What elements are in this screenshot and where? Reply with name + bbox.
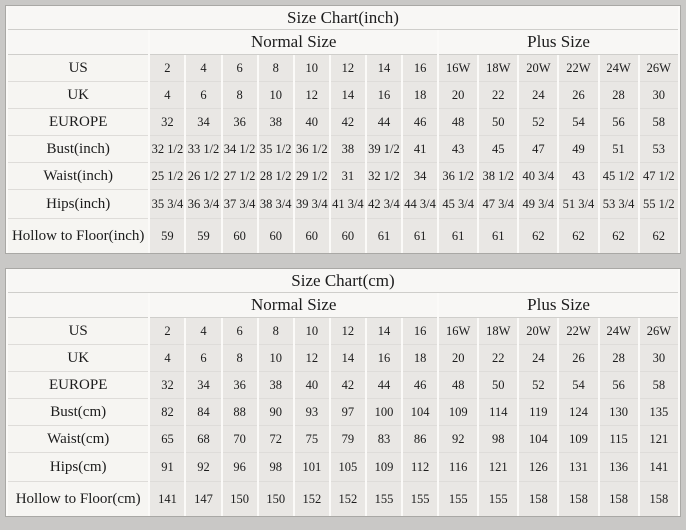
size-value-cell: 40 3/4 (519, 163, 557, 190)
size-value-cell: 51 3/4 (559, 190, 597, 219)
size-value-cell: 42 3/4 (367, 190, 401, 219)
size-value-cell: 121 (640, 426, 678, 453)
row-label: US (8, 55, 148, 82)
size-value-cell: 93 (295, 399, 329, 426)
size-value-cell: 36 (223, 109, 257, 136)
size-value-cell: 12 (331, 55, 365, 82)
size-value-cell: 115 (600, 426, 638, 453)
size-value-cell: 158 (519, 482, 557, 516)
size-value-cell: 6 (186, 82, 220, 109)
size-value-cell: 105 (331, 453, 365, 482)
size-value-cell: 112 (403, 453, 437, 482)
size-value-cell: 32 1/2 (150, 136, 184, 163)
size-value-cell: 43 (559, 163, 597, 190)
size-value-cell: 30 (640, 345, 678, 372)
size-value-cell: 2 (150, 55, 184, 82)
plus-size-header: Plus Size (439, 30, 678, 55)
size-value-cell: 24W (600, 55, 638, 82)
size-group-header-row (8, 30, 678, 55)
table-row (8, 82, 678, 109)
size-value-cell: 52 (519, 109, 557, 136)
size-value-cell: 109 (559, 426, 597, 453)
size-value-cell: 16W (439, 55, 477, 82)
size-value-cell: 58 (640, 109, 678, 136)
size-value-cell: 32 1/2 (367, 163, 401, 190)
size-value-cell: 59 (150, 219, 184, 253)
plus-size-header: Plus Size (439, 293, 678, 318)
size-value-cell: 30 (640, 82, 678, 109)
size-value-cell: 65 (150, 426, 184, 453)
row-label: Hollow to Floor(inch) (8, 219, 148, 253)
size-value-cell: 16 (367, 82, 401, 109)
size-value-cell: 16 (403, 318, 437, 345)
size-value-cell: 26W (640, 55, 678, 82)
size-value-cell: 35 1/2 (259, 136, 293, 163)
row-label: UK (8, 345, 148, 372)
size-value-cell: 109 (367, 453, 401, 482)
size-value-cell: 60 (295, 219, 329, 253)
size-value-cell: 14 (331, 345, 365, 372)
size-value-cell: 48 (439, 372, 477, 399)
size-value-cell: 155 (479, 482, 517, 516)
size-value-cell: 44 3/4 (403, 190, 437, 219)
size-value-cell: 49 3/4 (519, 190, 557, 219)
size-value-cell: 101 (295, 453, 329, 482)
size-value-cell: 51 (600, 136, 638, 163)
size-value-cell: 6 (186, 345, 220, 372)
normal-size-header: Normal Size (150, 293, 437, 318)
size-value-cell: 31 (331, 163, 365, 190)
size-value-cell: 62 (600, 219, 638, 253)
size-value-cell: 40 (295, 372, 329, 399)
size-value-cell: 22 (479, 82, 517, 109)
size-value-cell: 40 (295, 109, 329, 136)
size-group-header-row (8, 293, 678, 318)
size-chart-inch-table (5, 5, 681, 254)
size-value-cell: 28 (600, 345, 638, 372)
table-row (8, 399, 678, 426)
size-value-cell: 158 (640, 482, 678, 516)
size-value-cell: 14 (367, 318, 401, 345)
row-label: EUROPE (8, 109, 148, 136)
size-value-cell: 36 1/2 (439, 163, 477, 190)
size-value-cell: 83 (367, 426, 401, 453)
size-value-cell: 36 (223, 372, 257, 399)
size-value-cell: 8 (259, 55, 293, 82)
size-value-cell: 50 (479, 372, 517, 399)
size-value-cell: 109 (439, 399, 477, 426)
size-value-cell: 48 (439, 109, 477, 136)
size-value-cell: 33 1/2 (186, 136, 220, 163)
row-label: Waist(cm) (8, 426, 148, 453)
size-value-cell: 44 (367, 109, 401, 136)
size-value-cell: 54 (559, 109, 597, 136)
table-row (8, 55, 678, 82)
size-value-cell: 27 1/2 (223, 163, 257, 190)
table-title-row (8, 6, 678, 30)
size-value-cell: 46 (403, 109, 437, 136)
size-value-cell: 36 3/4 (186, 190, 220, 219)
size-value-cell: 38 (331, 136, 365, 163)
size-value-cell: 61 (479, 219, 517, 253)
table-row (8, 453, 678, 482)
corner-cell (8, 293, 148, 318)
size-value-cell: 84 (186, 399, 220, 426)
size-value-cell: 98 (259, 453, 293, 482)
size-value-cell: 88 (223, 399, 257, 426)
size-value-cell: 12 (295, 82, 329, 109)
size-value-cell: 41 (403, 136, 437, 163)
size-value-cell: 4 (150, 82, 184, 109)
size-value-cell: 119 (519, 399, 557, 426)
size-value-cell: 26 (559, 82, 597, 109)
size-value-cell: 49 (559, 136, 597, 163)
size-value-cell: 22W (559, 55, 597, 82)
size-value-cell: 47 (519, 136, 557, 163)
size-value-cell: 20 (439, 345, 477, 372)
size-value-cell: 104 (519, 426, 557, 453)
size-value-cell: 135 (640, 399, 678, 426)
size-value-cell: 34 (186, 372, 220, 399)
size-value-cell: 26 (559, 345, 597, 372)
size-value-cell: 155 (439, 482, 477, 516)
size-value-cell: 56 (600, 109, 638, 136)
row-label: US (8, 318, 148, 345)
size-value-cell: 60 (259, 219, 293, 253)
size-value-cell: 52 (519, 372, 557, 399)
size-value-cell: 90 (259, 399, 293, 426)
size-value-cell: 152 (295, 482, 329, 516)
size-value-cell: 44 (367, 372, 401, 399)
size-value-cell: 62 (519, 219, 557, 253)
size-value-cell: 91 (150, 453, 184, 482)
size-value-cell: 16W (439, 318, 477, 345)
size-value-cell: 53 (640, 136, 678, 163)
size-value-cell: 22 (479, 345, 517, 372)
size-value-cell: 116 (439, 453, 477, 482)
size-value-cell: 147 (186, 482, 220, 516)
row-label: Hips(inch) (8, 190, 148, 219)
size-value-cell: 136 (600, 453, 638, 482)
size-chart-cm-table (5, 268, 681, 517)
size-value-cell: 53 3/4 (600, 190, 638, 219)
size-value-cell: 2 (150, 318, 184, 345)
size-value-cell: 114 (479, 399, 517, 426)
size-value-cell: 155 (403, 482, 437, 516)
size-value-cell: 97 (331, 399, 365, 426)
size-value-cell: 20W (519, 55, 557, 82)
size-value-cell: 60 (223, 219, 257, 253)
size-value-cell: 36 1/2 (295, 136, 329, 163)
size-value-cell: 47 3/4 (479, 190, 517, 219)
size-value-cell: 28 (600, 82, 638, 109)
size-value-cell: 96 (223, 453, 257, 482)
size-value-cell: 6 (223, 318, 257, 345)
table-row (8, 163, 678, 190)
size-value-cell: 141 (150, 482, 184, 516)
size-value-cell: 150 (223, 482, 257, 516)
size-value-cell: 50 (479, 109, 517, 136)
size-value-cell: 70 (223, 426, 257, 453)
size-value-cell: 8 (223, 82, 257, 109)
size-value-cell: 72 (259, 426, 293, 453)
table-row (8, 318, 678, 345)
row-label: Bust(inch) (8, 136, 148, 163)
table-row (8, 109, 678, 136)
size-value-cell: 152 (331, 482, 365, 516)
size-value-cell: 42 (331, 372, 365, 399)
table-row (8, 219, 678, 253)
size-value-cell: 25 1/2 (150, 163, 184, 190)
size-value-cell: 56 (600, 372, 638, 399)
size-value-cell: 26 1/2 (186, 163, 220, 190)
size-value-cell: 38 3/4 (259, 190, 293, 219)
size-value-cell: 130 (600, 399, 638, 426)
size-value-cell: 10 (295, 55, 329, 82)
size-value-cell: 45 3/4 (439, 190, 477, 219)
size-value-cell: 46 (403, 372, 437, 399)
inch-table-body (8, 55, 678, 253)
size-value-cell: 61 (439, 219, 477, 253)
size-value-cell: 26W (640, 318, 678, 345)
size-value-cell: 92 (186, 453, 220, 482)
size-value-cell: 68 (186, 426, 220, 453)
size-value-cell: 20W (519, 318, 557, 345)
size-value-cell: 12 (295, 345, 329, 372)
cm-table-body (8, 318, 678, 516)
row-label: Bust(cm) (8, 399, 148, 426)
table-title: Size Chart(cm) (8, 269, 678, 293)
size-value-cell: 42 (331, 109, 365, 136)
corner-cell (8, 30, 148, 55)
size-value-cell: 4 (186, 318, 220, 345)
size-value-cell: 24 (519, 345, 557, 372)
size-value-cell: 131 (559, 453, 597, 482)
size-value-cell: 24 (519, 82, 557, 109)
size-value-cell: 18 (403, 345, 437, 372)
size-value-cell: 10 (259, 82, 293, 109)
size-value-cell: 16 (367, 345, 401, 372)
size-value-cell: 35 3/4 (150, 190, 184, 219)
size-value-cell: 75 (295, 426, 329, 453)
size-value-cell: 39 3/4 (295, 190, 329, 219)
size-value-cell: 55 1/2 (640, 190, 678, 219)
row-label: Waist(inch) (8, 163, 148, 190)
size-value-cell: 32 (150, 372, 184, 399)
size-value-cell: 34 (186, 109, 220, 136)
size-value-cell: 79 (331, 426, 365, 453)
size-value-cell: 158 (600, 482, 638, 516)
normal-size-header: Normal Size (150, 30, 437, 55)
size-value-cell: 155 (367, 482, 401, 516)
size-value-cell: 158 (559, 482, 597, 516)
size-value-cell: 29 1/2 (295, 163, 329, 190)
size-value-cell: 34 1/2 (223, 136, 257, 163)
size-value-cell: 18W (479, 55, 517, 82)
size-value-cell: 14 (367, 55, 401, 82)
size-value-cell: 14 (331, 82, 365, 109)
size-value-cell: 100 (367, 399, 401, 426)
row-label: Hollow to Floor(cm) (8, 482, 148, 516)
row-label: EUROPE (8, 372, 148, 399)
size-value-cell: 38 (259, 372, 293, 399)
size-value-cell: 39 1/2 (367, 136, 401, 163)
size-value-cell: 8 (223, 345, 257, 372)
table-row (8, 372, 678, 399)
size-value-cell: 141 (640, 453, 678, 482)
size-value-cell: 16 (403, 55, 437, 82)
size-value-cell: 6 (223, 55, 257, 82)
size-value-cell: 32 (150, 109, 184, 136)
size-value-cell: 45 (479, 136, 517, 163)
size-value-cell: 8 (259, 318, 293, 345)
size-value-cell: 59 (186, 219, 220, 253)
size-value-cell: 62 (640, 219, 678, 253)
table-row (8, 426, 678, 453)
size-value-cell: 62 (559, 219, 597, 253)
table-title-row (8, 269, 678, 293)
size-value-cell: 82 (150, 399, 184, 426)
size-value-cell: 47 1/2 (640, 163, 678, 190)
row-label: Hips(cm) (8, 453, 148, 482)
table-row (8, 482, 678, 516)
size-value-cell: 58 (640, 372, 678, 399)
size-value-cell: 104 (403, 399, 437, 426)
size-value-cell: 22W (559, 318, 597, 345)
size-value-cell: 37 3/4 (223, 190, 257, 219)
size-value-cell: 121 (479, 453, 517, 482)
size-value-cell: 126 (519, 453, 557, 482)
row-label: UK (8, 82, 148, 109)
size-value-cell: 28 1/2 (259, 163, 293, 190)
size-value-cell: 61 (367, 219, 401, 253)
size-value-cell: 4 (186, 55, 220, 82)
size-value-cell: 54 (559, 372, 597, 399)
size-value-cell: 10 (259, 345, 293, 372)
size-value-cell: 41 3/4 (331, 190, 365, 219)
size-value-cell: 43 (439, 136, 477, 163)
size-value-cell: 86 (403, 426, 437, 453)
size-value-cell: 34 (403, 163, 437, 190)
size-value-cell: 150 (259, 482, 293, 516)
size-value-cell: 38 (259, 109, 293, 136)
size-value-cell: 60 (331, 219, 365, 253)
size-value-cell: 18W (479, 318, 517, 345)
table-title: Size Chart(inch) (8, 6, 678, 30)
size-value-cell: 92 (439, 426, 477, 453)
size-value-cell: 12 (331, 318, 365, 345)
size-value-cell: 45 1/2 (600, 163, 638, 190)
size-value-cell: 124 (559, 399, 597, 426)
size-value-cell: 20 (439, 82, 477, 109)
size-value-cell: 4 (150, 345, 184, 372)
size-value-cell: 61 (403, 219, 437, 253)
size-value-cell: 10 (295, 318, 329, 345)
table-row (8, 345, 678, 372)
size-value-cell: 38 1/2 (479, 163, 517, 190)
size-value-cell: 24W (600, 318, 638, 345)
size-value-cell: 18 (403, 82, 437, 109)
table-row (8, 136, 678, 163)
size-value-cell: 98 (479, 426, 517, 453)
table-row (8, 190, 678, 219)
